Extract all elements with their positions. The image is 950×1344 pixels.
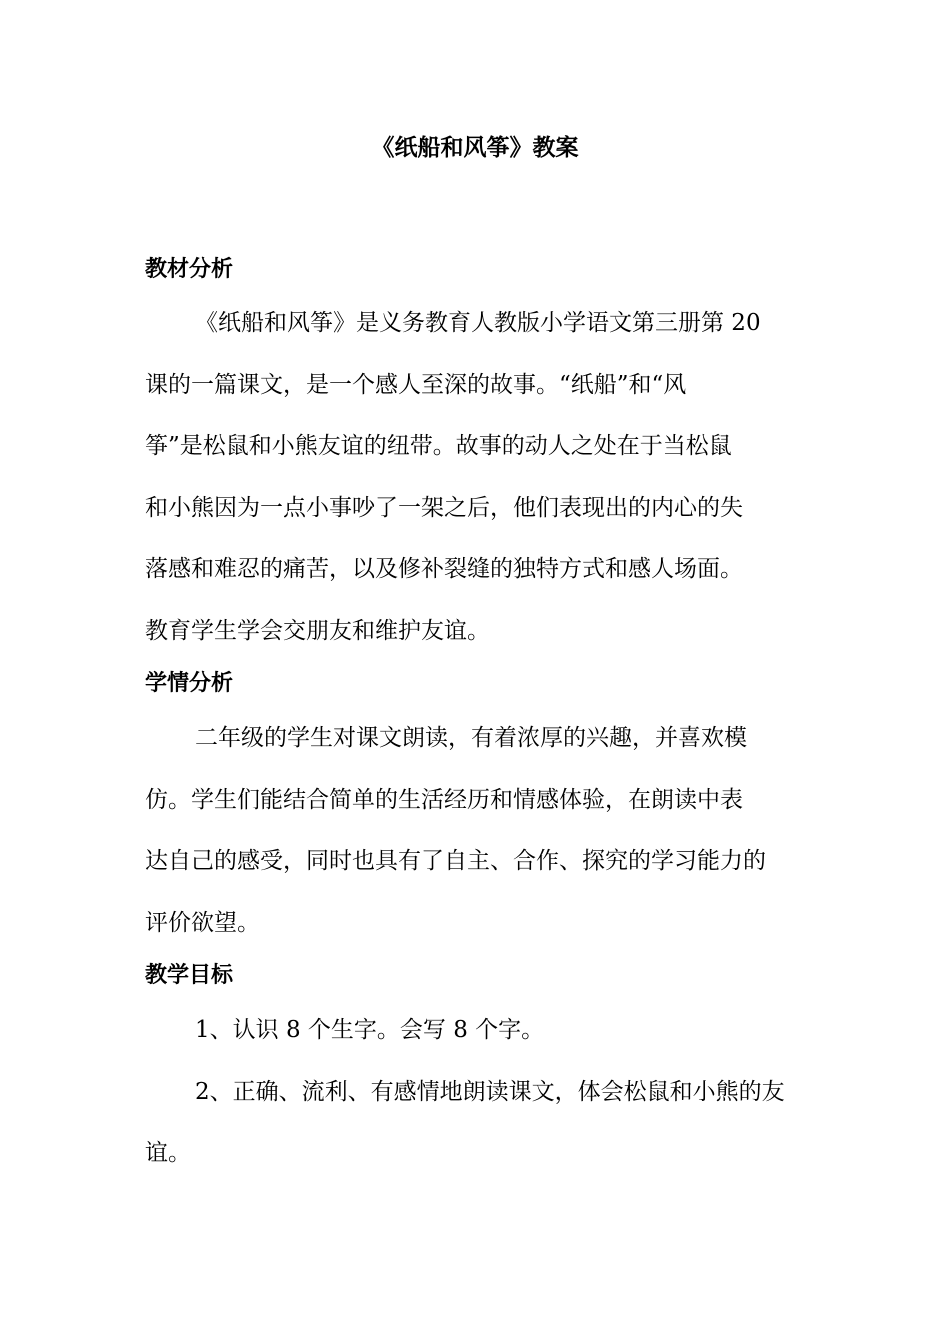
text-line: 二年级的学生对课文朗读，有着浓厚的兴趣，并喜欢模 xyxy=(195,725,747,751)
text-line: 筝”是松鼠和小熊友谊的纽带。故事的动人之处在于当松鼠 xyxy=(145,433,732,459)
section-heading: 教学目标 xyxy=(145,963,234,988)
text-line: 落感和难忍的痛苦，以及修补裂缝的独特方式和感人场面。 xyxy=(145,556,743,582)
text-line: 1、认识 8 个生字。会写 8 个字。 xyxy=(195,1017,545,1043)
text-line: 2、正确、流利、有感情地朗读课文，体会松鼠和小熊的友 xyxy=(195,1078,785,1105)
section-student-analysis xyxy=(145,666,810,954)
section-textbook-analysis xyxy=(145,252,810,662)
goal-item xyxy=(145,1000,810,1062)
text-line: 仿。学生们能结合简单的生活经历和情感体验，在朗读中表 xyxy=(145,786,743,813)
text-line: 达自己的感受，同时也具有了自主、合作、探究的学习能力的 xyxy=(145,848,766,874)
text-line: 课的一篇课文，是一个感人至深的故事。“纸船”和“风 xyxy=(145,371,687,398)
document-body xyxy=(145,252,810,1185)
document-title: 《纸船和风筝》教案 xyxy=(371,135,579,161)
section-heading: 教材分析 xyxy=(145,257,234,282)
section-heading: 学情分析 xyxy=(145,671,234,696)
text-line: 教育学生学会交朋友和维护友谊。 xyxy=(145,617,490,644)
text-line: 谊。 xyxy=(145,1140,191,1166)
goal-item xyxy=(145,1062,810,1185)
text-line: 《纸船和风筝》是义务教育人教版小学语文第三册第 20 xyxy=(195,310,761,336)
section-teaching-goals xyxy=(145,958,810,1185)
paragraph xyxy=(145,293,810,662)
paragraph xyxy=(145,708,810,954)
text-line: 评价欲望。 xyxy=(145,909,260,936)
text-line: 和小熊因为一点小事吵了一架之后，他们表现出的内心的失 xyxy=(145,494,743,521)
